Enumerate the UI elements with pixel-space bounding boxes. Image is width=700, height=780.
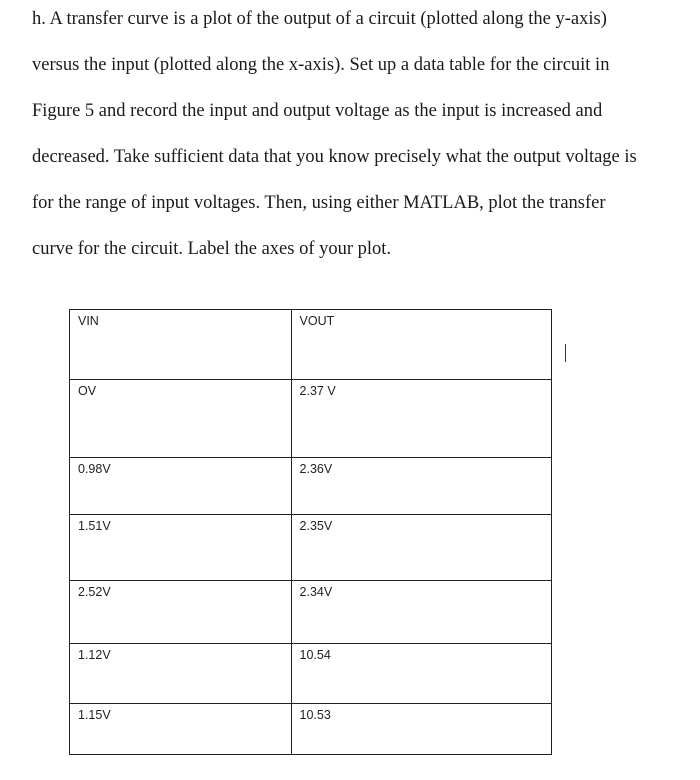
cell-vin[interactable]: OV <box>70 380 292 458</box>
cell-vin[interactable]: 1.12V <box>70 644 292 704</box>
cell-vin[interactable]: 0.98V <box>70 458 292 515</box>
table-row <box>70 380 552 458</box>
cell-vout[interactable]: 2.37 V <box>291 380 551 458</box>
paragraph-line-2: versus the input (plotted along the x-axis). Set up a data table for the circuit in <box>32 55 610 75</box>
data-table <box>69 309 552 755</box>
paragraph-line-6: curve for the circuit. Label the axes of your plot. <box>32 239 392 259</box>
cell-vout[interactable]: 2.36V <box>291 458 551 515</box>
cell-vout[interactable]: 10.54 <box>291 644 551 704</box>
table-row <box>70 458 552 515</box>
paragraph-line-5: for the range of input voltages. Then, using either MATLAB, plot the transfer <box>32 193 606 213</box>
table-row <box>70 644 552 704</box>
cell-vout[interactable]: 10.53 <box>291 704 551 755</box>
cell-vin[interactable]: 1.51V <box>70 515 292 581</box>
cell-vout[interactable]: 2.34V <box>291 581 551 644</box>
table-row <box>70 581 552 644</box>
header-vin[interactable]: VIN <box>70 310 292 380</box>
paragraph-line-1: h. A transfer curve is a plot of the output of a circuit (plotted along the y-axis) <box>32 9 607 29</box>
paragraph-line-4: decreased. Take sufficient data that you know precisely what the output voltage is <box>32 147 637 167</box>
cell-vin[interactable]: 1.15V <box>70 704 292 755</box>
paragraph-line-3: Figure 5 and record the input and output voltage as the input is increased and <box>32 101 603 121</box>
table-row <box>70 704 552 755</box>
table-row <box>70 515 552 581</box>
table-header-row <box>70 310 552 380</box>
cell-vout[interactable]: 2.35V <box>291 515 551 581</box>
text-cursor <box>565 344 566 362</box>
cell-vin[interactable]: 2.52V <box>70 581 292 644</box>
header-vout[interactable]: VOUT <box>291 310 551 380</box>
